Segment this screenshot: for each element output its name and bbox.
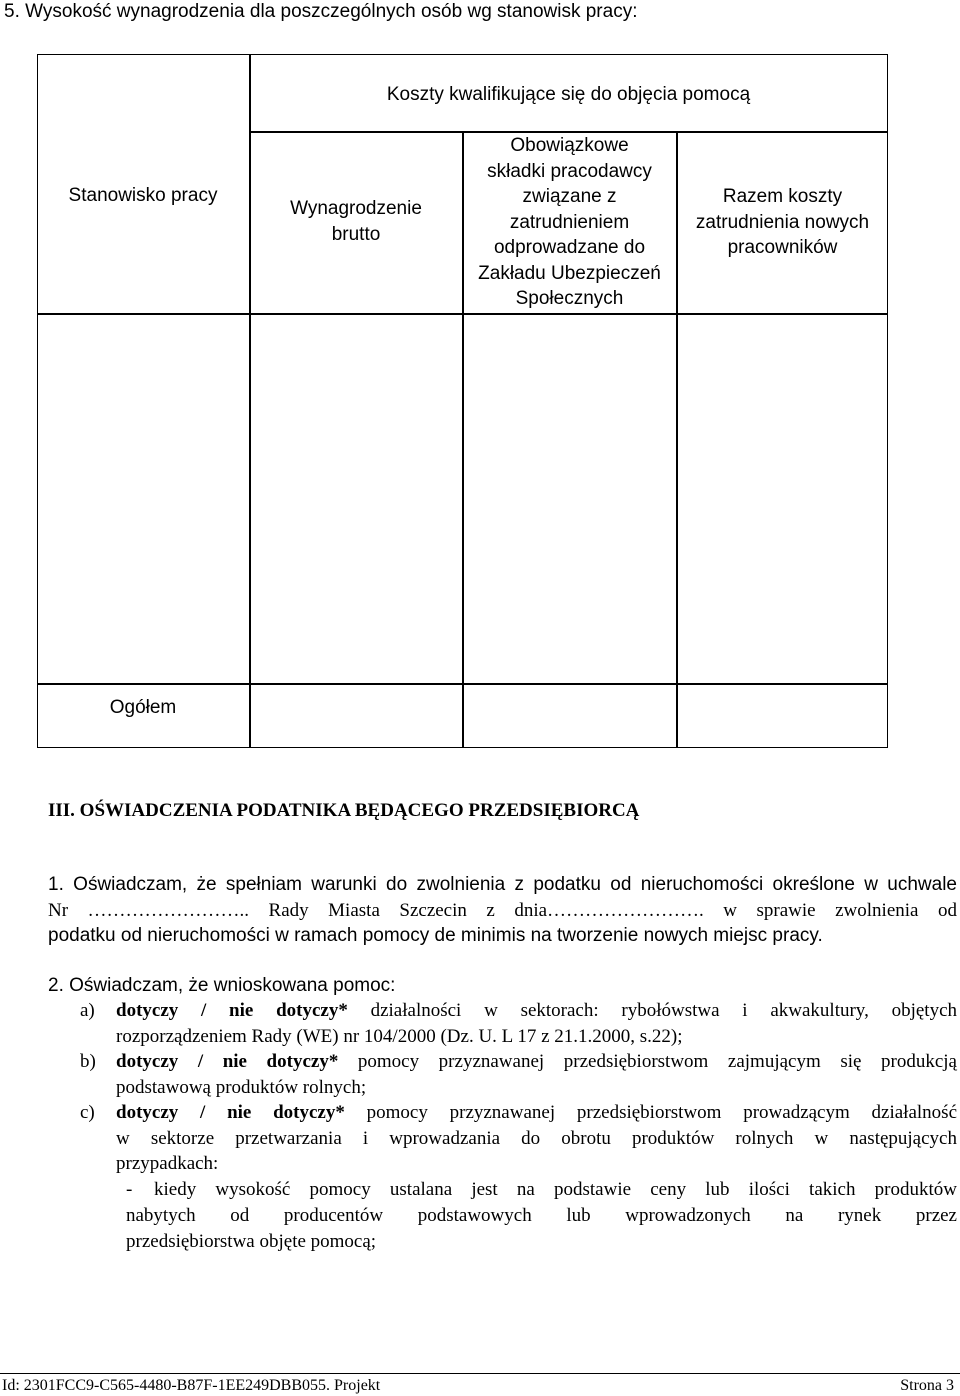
table-divider [37,313,888,315]
item-a-marker: a) [80,1000,95,1021]
table-divider [249,54,251,748]
header-line: zatrudnienia nowych [695,211,870,233]
header-line: pracowników [727,237,838,258]
choice-text: dotyczy / nie dotyczy* [116,1000,348,1021]
column-header-position: Stanowisko pracy [68,185,218,206]
item-c-line-3: przypadkach: [116,1153,219,1175]
statement-line: Nr …………………….. Rady Miasta Szczecin z dnia……………………. w sprawie zwolnienia od [48,900,957,921]
item-a-line-2: rozporządzeniem Rady (WE) nr 104/2000 (Dz. U. L 17 z 21.1.2000, s.22); [116,1025,683,1047]
header-line: Razem koszty [722,186,843,207]
header-line: związane z [522,186,617,207]
statement-line: podatku od nieruchomości w ramach pomocy de minimis na tworzenie nowych miejsc pracy. [48,925,823,946]
header-line: składki pracodawcy [487,160,652,182]
header-line: Wynagrodzenie [290,198,422,219]
header-line: Społecznych [515,288,624,309]
item-a-line-1 [116,998,957,1024]
dash-item-cont [126,1203,957,1254]
choice-text: dotyczy / nie dotyczy* [116,1051,339,1072]
header-line: Obowiązkowe [510,135,629,156]
total-row-label: Ogółem [109,697,177,718]
dash-item [154,1177,957,1203]
column-group-header: Koszty kwalifikujące się do objęcia pomocą [386,84,751,105]
footer-page-number: Strona 3 [900,1377,954,1394]
statements-heading: III. OŚWIADCZENIA PODATNIKA BĘDĄCEGO PRZEDSIĘBIORCĄ [48,800,640,821]
column-header-contributions [463,133,676,312]
statement-1-end [48,923,957,949]
statement-1 [48,872,957,898]
dash-line-3: przedsiębiorstwa objęte pomocą; [126,1230,377,1252]
column-header-gross [250,196,462,247]
item-c-marker: c) [80,1102,95,1123]
statement-line: 2. Oświadczam, że wnioskowana pomoc: [48,975,396,996]
item-b-marker: b) [80,1051,96,1072]
item-b-line-1 [116,1049,957,1075]
dash-marker: - [126,1179,133,1200]
statement-line: 1. Oświadczam, że spełniam warunki do zwolnienia z podatku od nieruchomości określone w uchwale [48,874,957,895]
item-text: działalności w sektorach: rybołówstwa i akwakultury, objętych [347,1000,958,1021]
dash-line-2: nabytych od producentów podstawowych lub wprowadzonych na rynek przez [126,1205,957,1226]
item-b-line-2: podstawową produktów rolnych; [116,1076,367,1098]
header-line: brutto [331,223,381,245]
header-line: odprowadzane do [493,237,646,258]
section-heading: 5. Wysokość wynagrodzenia dla poszczególnych osób wg stanowisk pracy: [4,1,638,22]
item-a [116,998,957,1049]
dash-line-1: kiedy wysokość pomocy ustalana jest na podstawie ceny lub ilości takich produktów [154,1179,957,1200]
statement-1-cont [48,898,957,924]
item-text: pomocy przyznawanej przedsiębiorstwom zajmującym się produkcją [338,1051,957,1072]
column-header-total [677,184,888,261]
table-divider [37,683,888,685]
header-line: zatrudnieniem [509,211,630,233]
item-c-line-2: w sektorze przetwarzania i wprowadzania do obrotu produktów rolnych w następujących [116,1127,957,1149]
header-line: Zakładu Ubezpieczeń [478,262,661,284]
item-text: pomocy przyznawanej przedsiębiorstwom prowadzącym działalność [344,1102,957,1123]
statement-2-intro [48,973,957,999]
footer-rule [0,1373,960,1374]
item-c [116,1100,957,1177]
choice-text: dotyczy / nie dotyczy* [116,1102,345,1123]
item-c-line-1 [116,1100,957,1126]
item-b [116,1049,957,1100]
footer-document-id: Id: 2301FCC9-C565-4480-B87F-1EE249DBB055. Projekt [2,1377,381,1394]
